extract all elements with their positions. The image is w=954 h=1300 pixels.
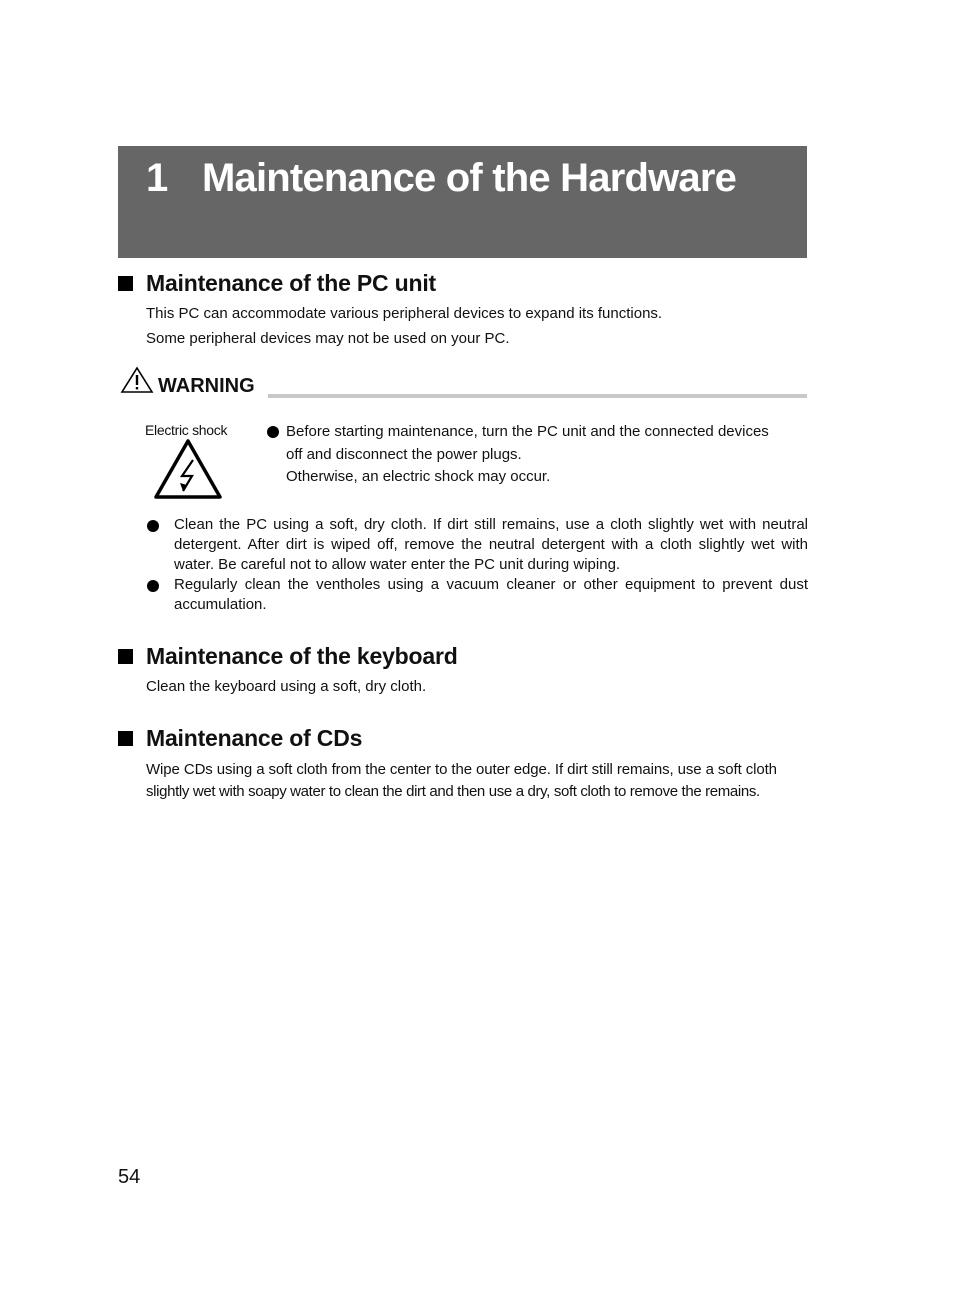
section-square-icon <box>118 649 133 664</box>
section-title: Maintenance of the PC unit <box>146 269 436 296</box>
section-title: Maintenance of the keyboard <box>146 642 458 669</box>
section-heading-cds <box>118 724 362 752</box>
bullet-clean-pc: Clean the PC using a soft, dry cloth. If dirt still remains, use a cloth slightly wet with neutral detergent. After dirt is wiped off, remove the neutral detergent with a cloth slightly wet with water. Be careful not to allow water enter the PC unit during wiping. <box>174 516 808 573</box>
electric-shock-icon <box>153 438 223 500</box>
warning-triangle-icon <box>120 366 154 394</box>
bullet-clean-ventholes: Regularly clean the ventholes using a vacuum cleaner or other equipment to prevent dust accumulation. <box>174 576 808 613</box>
warning-text-line-2: off and disconnect the power plugs. <box>286 446 522 463</box>
section-title: Maintenance of CDs <box>146 724 363 751</box>
cds-line-1: Wipe CDs using a soft cloth from the center to the outer edge. If dirt still remains, use a soft cloth <box>146 761 777 778</box>
bullet-icon <box>267 426 279 438</box>
chapter-number: 1 <box>146 156 168 200</box>
electric-shock-label: Electric shock <box>145 422 228 438</box>
bullet-icon <box>147 520 159 532</box>
warning-label: WARNING <box>158 375 255 397</box>
bullet-icon <box>147 580 159 592</box>
warning-header <box>118 366 807 400</box>
section-square-icon <box>118 276 133 291</box>
pc-unit-line-2: Some peripheral devices may not be used on your PC. <box>146 330 510 347</box>
section-heading-pc-unit <box>118 269 436 297</box>
pc-unit-line-1: This PC can accommodate various peripheral devices to expand its functions. <box>146 305 663 322</box>
cds-line-2: slightly wet with soapy water to clean the dirt and then use a dry, soft cloth to remove the remains. <box>146 783 760 800</box>
warning-text-line-3: Otherwise, an electric shock may occur. <box>286 468 551 485</box>
section-heading-keyboard <box>118 642 458 670</box>
section-square-icon <box>118 731 133 746</box>
chapter-title: Maintenance of the Hardware <box>202 156 737 200</box>
keyboard-text: Clean the keyboard using a soft, dry cloth. <box>146 678 427 695</box>
page-number: 54 <box>118 1166 141 1188</box>
warning-divider <box>268 394 807 398</box>
warning-text-line-1: Before starting maintenance, turn the PC unit and the connected devices <box>286 423 769 440</box>
